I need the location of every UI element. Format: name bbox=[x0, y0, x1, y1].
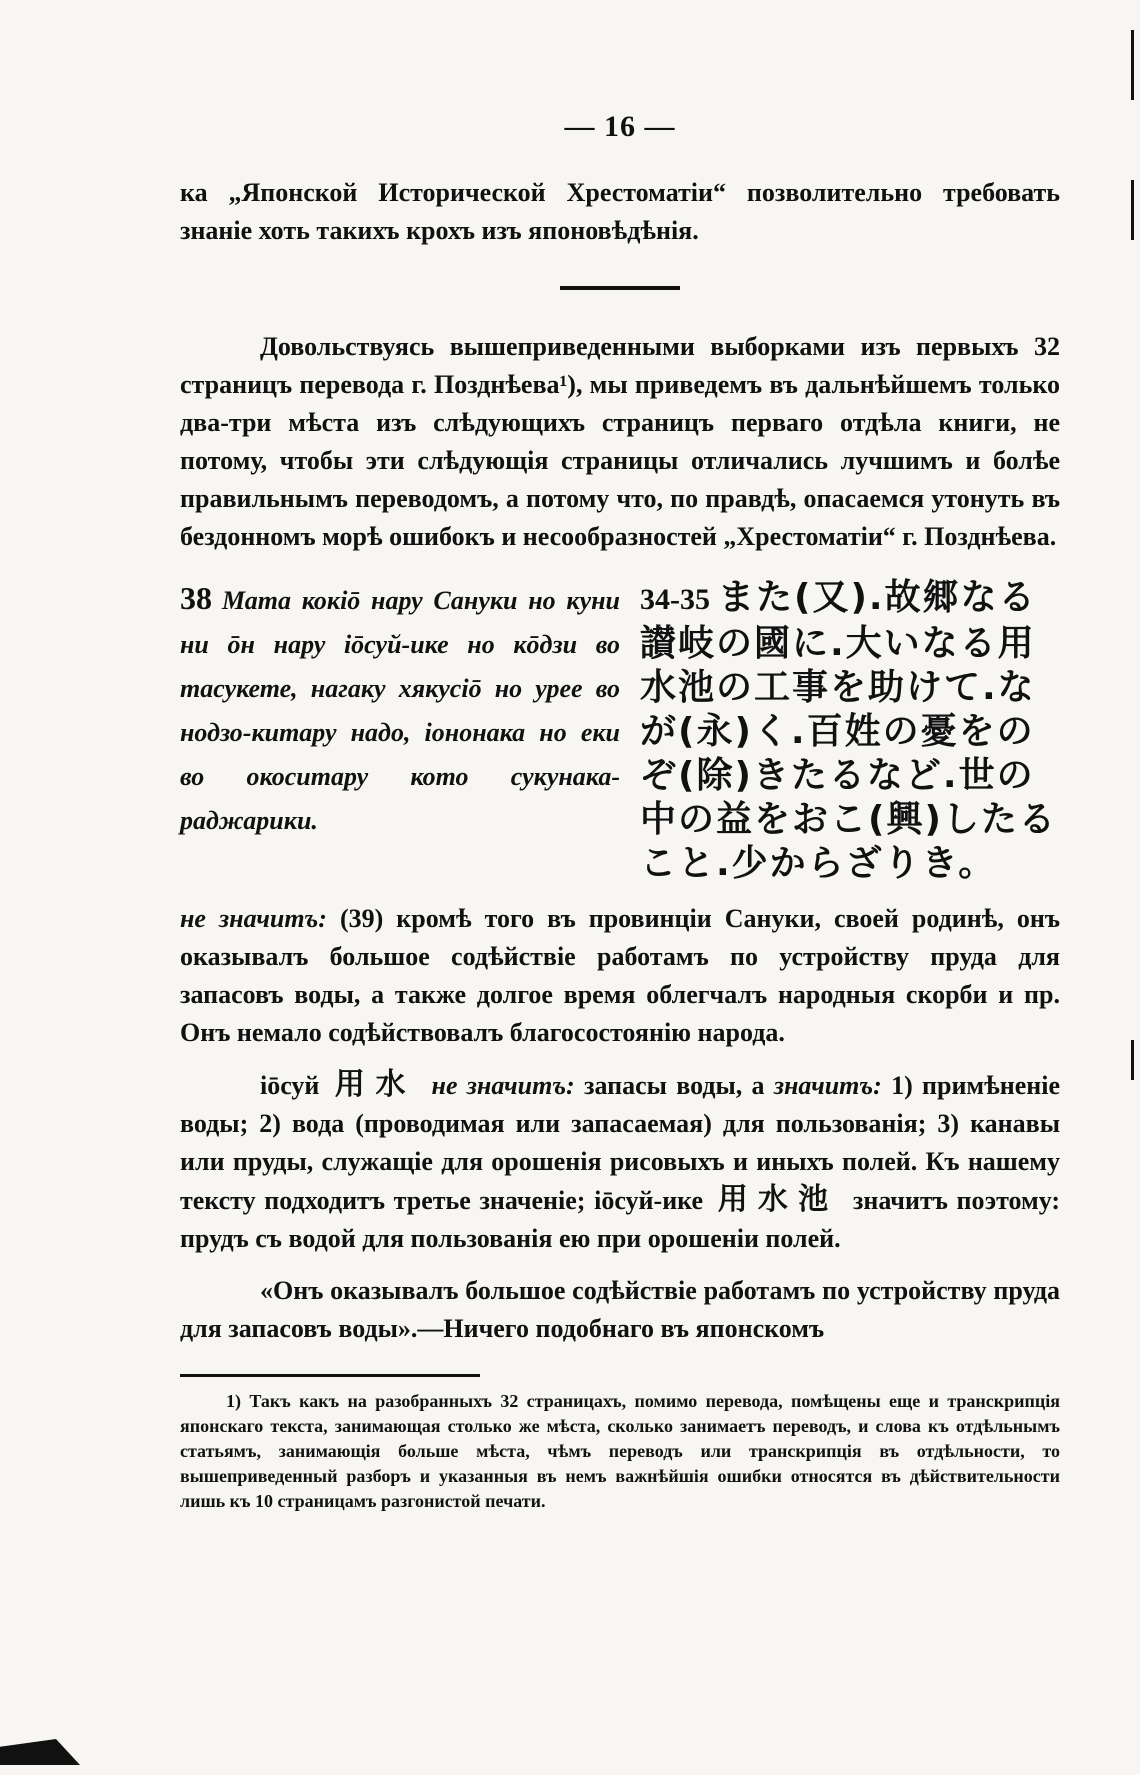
paragraph-translation-critique bbox=[180, 900, 1060, 1052]
iosui-part3: значитъ поэтому: прудъ съ водой для пользованія ею при орошеніи полей. bbox=[180, 1186, 1061, 1253]
example-block bbox=[180, 576, 1060, 886]
page-edge-line-mid bbox=[1131, 180, 1134, 240]
term-iosui-ike: іōсуй-ике bbox=[594, 1186, 704, 1215]
znachit-label: значитъ: bbox=[773, 1071, 882, 1100]
paragraph-quote: «Онъ оказывалъ большое содѣйствіе работамъ по устройству пруда для запасовъ воды».—Ничего подобнаго въ японскомъ bbox=[180, 1276, 1060, 1343]
intro-paragraph: ка „Японской Исторической Хрестоматіи“ позволительно требовать знаніе хоть такихъ крохъ изъ японовѣдѣнія. bbox=[180, 178, 1060, 245]
page-corner-mark bbox=[0, 1739, 80, 1765]
iosui-part1: запасы воды, а bbox=[584, 1071, 765, 1100]
iosui-part2: 1) примѣненіе воды; 2) вода (проводимая или запасаемая) для пользованія; 3) канавы или пруды, служащіе для орошенія рисовыхъ и иныхъ полей. Къ нашему тексту подходитъ третье значеніе; bbox=[180, 1071, 1060, 1215]
document-page bbox=[180, 110, 1060, 1514]
transliteration-text: Мата кокіō нару Сануки но куни ни ōн нару іōсуй-ике но кōдзи во тасукете, нагаку хякусіō но урее во нодзо-китару надо, іононака но еки во окоситару кото сукунака-раджарики. bbox=[180, 586, 620, 835]
paragraph-iosui-meaning bbox=[180, 1066, 1060, 1258]
transliteration-column bbox=[180, 576, 620, 886]
ne-znachit-label-2: не значитъ: bbox=[431, 1071, 575, 1100]
translation-critique-text: (39) кромѣ того въ провинціи Сануки, своей родинѣ, онъ оказывалъ большое содѣйствіе работамъ по устройству пруда для запасовъ воды, а также долгое время облегчалъ народныя скорби и пр. Онъ немало содѣйствовалъ благосостоянію народа. bbox=[180, 904, 1061, 1047]
example-number: 38 bbox=[180, 580, 212, 616]
footnote: 1) Такъ какъ на разобранныхъ 32 страницахъ, помимо перевода, помѣщены еще и транскрипція японскаго текста, занимающая столько же мѣста, сколько занимаетъ переводъ, и слова къ отдѣльнымъ статьямъ, занимающія больше мѣста, чѣмъ переводъ или транскрипція въ отдѣльности, то вышеприведенный разборъ и указанныя въ немъ важнѣйшія ошибки относятся въ дѣйствительности лишь къ 10 страницамъ разгонистой печати. bbox=[180, 1391, 1060, 1511]
term-iosui: іōсуй bbox=[260, 1071, 320, 1100]
kanji-yosui: 用水 bbox=[334, 1067, 417, 1102]
japanese-column bbox=[640, 576, 1060, 886]
section-divider bbox=[560, 286, 680, 290]
page-number: — 16 — bbox=[564, 110, 676, 143]
ne-znachit-label: не значитъ: bbox=[180, 904, 327, 933]
paragraph-choice-of-excerpts: Довольствуясь вышеприведенными выборками изъ первыхъ 32 страницъ перевода г. Позднѣева¹), мы приведемъ въ дальнѣйшемъ только два-три мѣста изъ слѣдующихъ страницъ перваго отдѣла книги, не потому, чтобы эти слѣдующія страницы отличались лучшимъ и болѣе правильнымъ переводомъ, а потому что, по правдѣ, опасаемся утонуть въ бездонномъ морѣ ошибокъ и несообразностей „Хрестоматіи“ г. Позднѣева. bbox=[180, 332, 1060, 551]
japanese-text: また(又).故郷なる讃岐の國に.大いなる用水池の工事を助けて.なが(永)く.百姓の憂をのぞ(除)きたるなど.世の中の益をおこ(興)したること.少からざりき。 bbox=[640, 577, 1057, 884]
kanji-yosuichi: 用水池 bbox=[717, 1182, 839, 1217]
footnote-divider bbox=[180, 1374, 480, 1377]
page-edge-line-top bbox=[1131, 30, 1134, 100]
japanese-line-number: 34-35 bbox=[640, 583, 710, 616]
page-edge-line-low bbox=[1131, 1040, 1134, 1080]
